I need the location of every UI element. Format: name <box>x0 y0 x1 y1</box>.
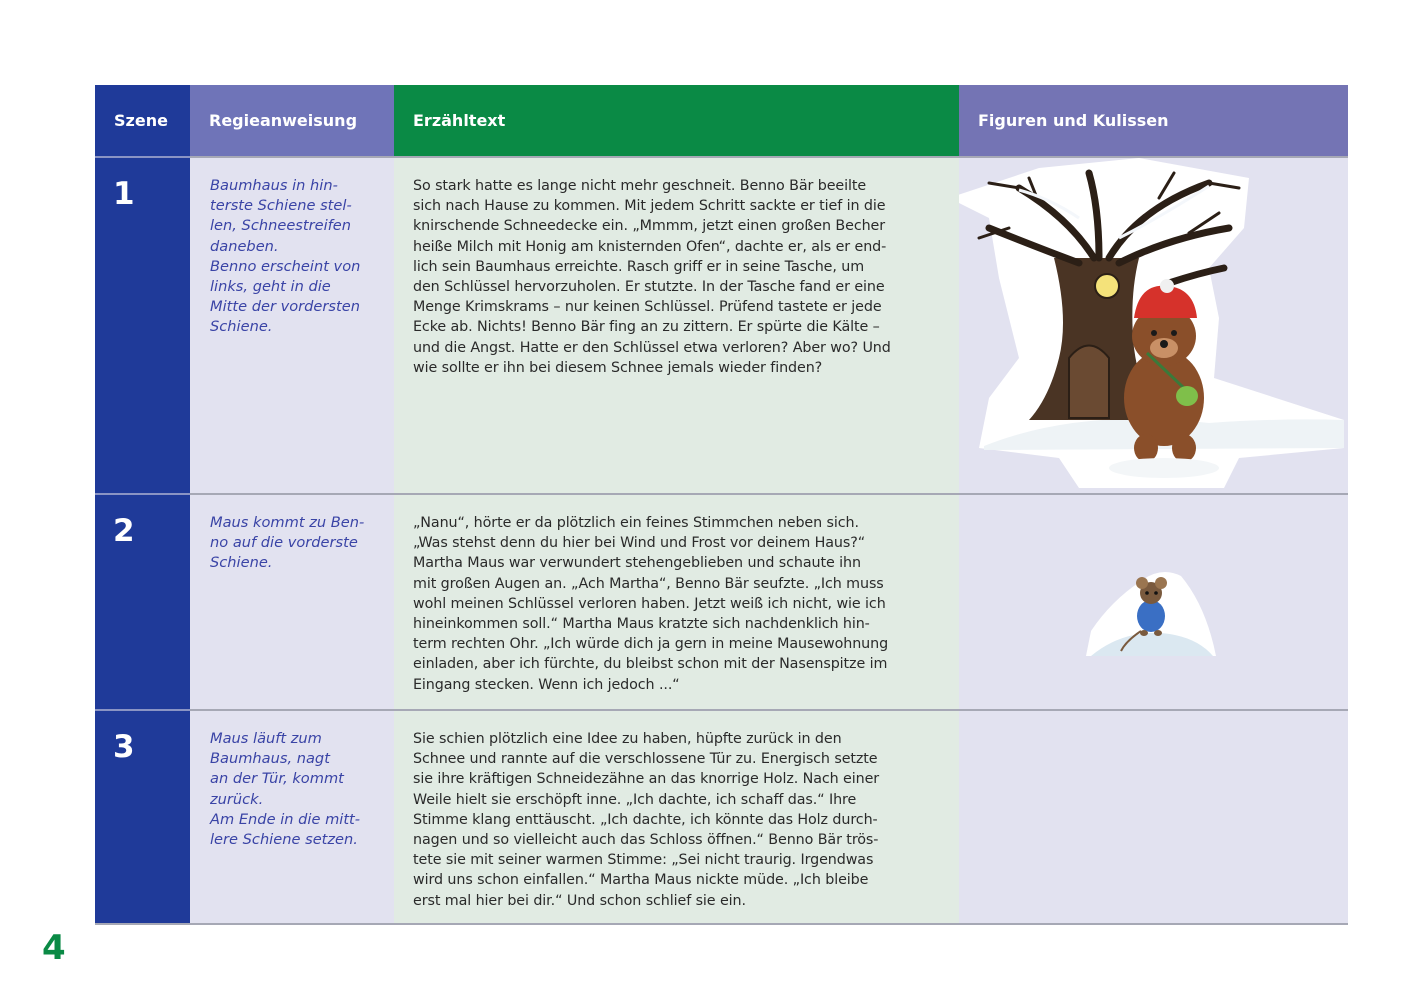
regie-line: Schiene. <box>210 318 273 336</box>
page-number: 4 <box>42 928 66 968</box>
figuren-cell-3 <box>959 709 1348 925</box>
scene-number-1: 1 <box>95 156 190 493</box>
erzaehltext-cell-3 <box>394 709 959 925</box>
header-figuren-kulissen: Figuren und Kulissen <box>959 85 1348 156</box>
figuren-cell-2 <box>959 493 1348 709</box>
text-line: Menge Krimskrams – nur keinen Schlüssel. Prüfend tastete er jede <box>413 299 882 316</box>
header-szene: Szene <box>95 85 190 156</box>
regie-cell-1 <box>190 156 394 493</box>
text-line: Sie schien plötzlich eine Idee zu haben, hüpfte zurück in den <box>413 731 842 747</box>
regie-line: Am Ende in die mitt- <box>210 810 361 828</box>
erzaehltext-cell-2 <box>394 493 959 709</box>
regie-cell-2 <box>190 493 394 709</box>
regie-line: Baumhaus, nagt <box>210 750 330 768</box>
text-line: tete sie mit seiner warmen Stimme: „Sei nicht traurig. Irgendwas <box>413 852 874 869</box>
text-line: „Nanu“, hörte er da plötzlich ein feines Stimmchen neben sich. <box>413 515 859 531</box>
text-line: lich sein Baumhaus erreichte. Rasch griff er in seine Tasche, um <box>413 258 865 275</box>
regie-line: Schiene. <box>210 554 273 572</box>
erzaehltext-cell-1 <box>394 156 959 493</box>
regie-line: Maus kommt zu Ben- <box>210 514 365 531</box>
regie-line: links, geht in die <box>210 278 331 296</box>
scene-table <box>95 85 1348 925</box>
text-line: knirschende Schneedecke ein. „Mmmm, jetzt einen großen Becher <box>413 218 886 235</box>
treehouse-bear-illustration <box>959 158 1348 493</box>
scene-number-3: 3 <box>95 709 190 925</box>
regie-cell-3 <box>190 709 394 925</box>
regie-line: Mitte der vordersten <box>210 298 360 316</box>
regie-line: an der Tür, kommt <box>210 770 344 788</box>
text-line: „Was stehst denn du hier bei Wind und Frost vor deinem Haus?“ <box>413 535 866 552</box>
text-line: einladen, aber ich fürchte, du bleibst schon mit der Nasenspitze im <box>413 656 888 673</box>
regie-line: Maus läuft zum <box>210 730 322 747</box>
mouse-illustration <box>1081 561 1221 661</box>
text-line: term rechten Ohr. „Ich würde dich ja gern in meine Mausewohnung <box>413 636 889 653</box>
regie-line: Baumhaus in hin- <box>210 177 338 194</box>
text-line: nagen und so vielleicht auch das Schloss öffnen.“ Benno Bär trös- <box>413 832 879 849</box>
header-regieanweisung: Regieanweisung <box>190 85 394 156</box>
regie-line: Benno erscheint von <box>210 257 361 275</box>
regie-line: zurück. <box>210 790 264 808</box>
regie-line: len, Schneestreifen <box>210 217 352 235</box>
regie-line: terste Schiene stel- <box>210 197 352 215</box>
text-line: Ecke ab. Nichts! Benno Bär fing an zu zittern. Er spürte die Kälte – <box>413 319 880 336</box>
text-line: Schnee und rannte auf die verschlossene Tür zu. Energisch setzte <box>413 751 878 768</box>
text-line: hineinkommen soll.“ Martha Maus kratzte sich nachdenklich hin- <box>413 616 870 633</box>
figuren-cell-1 <box>959 156 1348 493</box>
text-line: den Schlüssel hervorzuholen. Er stutzte. In der Tasche fand er eine <box>413 279 885 296</box>
header-erzaehltext: Erzähltext <box>394 85 959 156</box>
regie-line: daneben. <box>210 237 279 255</box>
text-line: Eingang stecken. Wenn ich jedoch ...“ <box>413 676 680 693</box>
text-line: sich nach Hause zu kommen. Mit jedem Schritt sackte er tief in die <box>413 198 886 215</box>
text-line: sie ihre kräftigen Schneidezähne an das knorrige Holz. Nach einer <box>413 771 880 788</box>
regie-line: lere Schiene setzen. <box>210 831 358 849</box>
text-line: erst mal hier bei dir.“ Und schon schlief sie ein. <box>413 892 746 909</box>
text-line: und die Angst. Hatte er den Schlüssel etwa verloren? Aber wo? Und <box>413 339 891 356</box>
text-line: mit großen Augen an. „Ach Martha“, Benno Bär seufzte. „Ich muss <box>413 575 884 592</box>
text-line: wird uns schon einfallen.“ Martha Maus nickte müde. „Ich bleibe <box>413 872 869 889</box>
regie-line: no auf die vorderste <box>210 534 358 552</box>
text-line: wie sollte er ihn bei diesem Schnee jemals wieder finden? <box>413 359 823 376</box>
scene-number-2: 2 <box>95 493 190 709</box>
text-line: Stimme klang enttäuscht. „Ich dachte, ich könnte das Holz durch- <box>413 811 878 828</box>
text-line: wohl meinen Schlüssel verloren haben. Jetzt weiß ich nicht, wie ich <box>413 595 886 612</box>
text-line: Martha Maus war verwundert stehengeblieben und schaute ihn <box>413 555 861 572</box>
text-line: So stark hatte es lange nicht mehr geschneit. Benno Bär beeilte <box>413 178 867 194</box>
text-line: heiße Milch mit Honig am knisternden Ofen“, dachte er, als er end- <box>413 238 887 255</box>
text-line: Weile hielt sie erschöpft inne. „Ich dachte, ich schaff das.“ Ihre <box>413 791 857 808</box>
